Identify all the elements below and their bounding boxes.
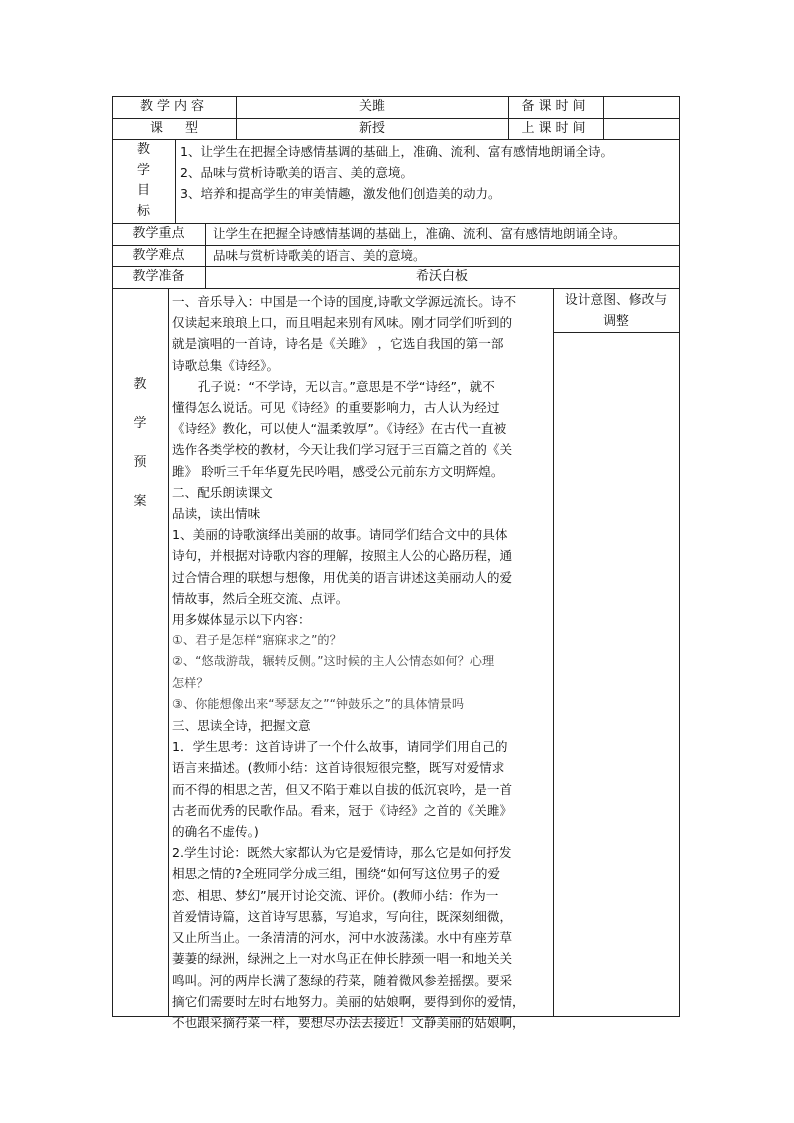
table-border xyxy=(112,288,680,289)
plan-line: 品读，读出情味 xyxy=(172,506,261,522)
type-label: 课型 xyxy=(149,121,220,136)
goals-side-char: 教 xyxy=(136,142,150,157)
plan-line: 雎》 聆听三千年华夏先民吟唱，感受公元前东方文明辉煌。 xyxy=(172,463,504,479)
table-border xyxy=(553,332,680,333)
goal-item: 1、让学生在把握全诗感情基调的基础上，准确、流利、富有感情地朗诵全诗。 xyxy=(180,144,613,159)
plan-side-char: 教 xyxy=(133,377,147,392)
plan-side-char: 学 xyxy=(133,416,147,431)
plan-line: 鸣叫。河的两岸长满了葱绿的荇菜，随着微风参差摇摆。要采 xyxy=(172,972,513,988)
plan-line: 相思之情的?全班同学分成三组，围绕“如何写这位男子的爱 xyxy=(172,866,501,882)
difficulty-value: 品味与赏析诗歌美的语言、美的意境。 xyxy=(213,248,426,263)
plan-line: 选作各类学校的教材，今天让我们学习冠于三百篇之首的《关 xyxy=(172,442,513,458)
plan-line: 孔子说：“不学诗，无以言。”意思是不学“诗经”，就不 xyxy=(198,378,495,394)
table-border xyxy=(175,139,176,223)
design-intent-header xyxy=(553,290,679,332)
table-border xyxy=(603,96,604,139)
plan-line: 语言来描述。(教师小结：这首诗很短很完整，既写对爱情求 xyxy=(172,760,505,776)
goals-side-label xyxy=(112,140,175,222)
plan-line: 1．学生思考：这首诗讲了一个什么故事，请同学们用自己的 xyxy=(172,739,508,755)
plan-line: 又止所当止。一条清清的河水，河中水波荡漾。水中有座芳草 xyxy=(172,930,513,946)
table-border xyxy=(112,139,680,140)
plan-line: 过合情合理的联想与想像，用优美的语言讲述这美丽动人的爱 xyxy=(172,569,513,585)
plan-line: 古老而优秀的民歌作品。看来，冠于《诗经》之首的《关雎》 xyxy=(172,802,513,818)
content-label: 教学内容 xyxy=(139,99,208,114)
plan-line: 1、美丽的诗歌演绎出美丽的故事。请同学们结合文中的具体 xyxy=(172,527,508,543)
goal-item: 2、品味与赏析诗歌美的语言、美的意境。 xyxy=(180,165,413,180)
plan-line: 诗句，并根据对诗歌内容的理解，按照主人公的心路历程，通 xyxy=(172,548,513,564)
preparation-value: 希沃白板 xyxy=(415,269,468,284)
key-point-value: 让学生在把握全诗感情基调的基础上，准确、流利、富有感情地朗诵全诗。 xyxy=(213,226,626,241)
preparation-label: 教学准备 xyxy=(132,269,185,284)
plan-line: 仅读起来琅琅上口，而且唱起来别有风味。刚才同学们听到的 xyxy=(172,315,513,331)
goals-side-char: 学 xyxy=(136,162,150,178)
plan-line: 情故事，然后全班交流、点评。 xyxy=(172,590,349,606)
goals-side-char: 目 xyxy=(136,183,150,198)
design-intent-header-line: 设计意图、修改与 xyxy=(564,293,668,308)
plan-line: 诗歌总集《诗经》。 xyxy=(172,357,280,373)
plan-line: 三、思读全诗，把握文意 xyxy=(172,718,311,734)
plan-line: 怎样？ xyxy=(172,675,209,690)
plan-line: 用多媒体显示以下内容： xyxy=(172,612,311,628)
plan-line: 首爱情诗篇，这首诗写思慕，写追求，写向往，既深刻细微， xyxy=(172,908,513,924)
prep-time-label: 备课时间 xyxy=(521,99,590,114)
table-border xyxy=(679,96,680,1016)
class-time-label: 上课时间 xyxy=(521,121,590,136)
plan-line: 摘它们需要时左时右地努力。美丽的姑娘啊，要得到你的爱情， xyxy=(172,993,525,1009)
plan-line: 恋、相思、梦幻”展开讨论交流、评价。(教师小结：作为一 xyxy=(172,887,499,903)
plan-line: 《诗经》教化，可以使人“温柔敦厚”。《诗经》在古代一直被 xyxy=(172,421,507,437)
type-value: 新授 xyxy=(358,121,385,136)
plan-side-char: 预 xyxy=(133,455,147,470)
plan-line: 的确名不虚传。) xyxy=(172,824,259,840)
plan-line: 萋萋的绿洲，绿洲之上一对水鸟正在伸长脖颈一唱一和地关关 xyxy=(172,951,513,967)
plan-line: ③、你能想像出来“琴瑟友之”“钟鼓乐之”的具体情景吗 xyxy=(172,696,465,711)
goals-side-char: 标 xyxy=(136,203,150,219)
difficulty-label: 教学难点 xyxy=(132,248,185,263)
content-value: 关雎 xyxy=(358,99,385,114)
plan-line: 2.学生讨论：既然大家都认为它是爱情诗，那么它是如何抒发 xyxy=(172,845,512,861)
plan-side-char: 案 xyxy=(133,494,147,509)
plan-line: 不也跟采摘荇菜一样，要想尽办法去接近！文静美丽的姑娘啊， xyxy=(172,1014,525,1030)
plan-line: 懂得怎么说话。可见《诗经》的重要影响力，古人认为经过 xyxy=(172,400,500,416)
table-border xyxy=(168,288,169,1016)
goal-item: 3、培养和提高学生的审美情趣，激发他们创造美的动力。 xyxy=(180,186,501,201)
plan-line: 而不得的相思之苦，但又不陷于难以自拔的低沉哀吟，是一首 xyxy=(172,781,513,797)
table-border xyxy=(553,288,554,1016)
plan-body xyxy=(172,291,552,1033)
plan-line: 一、音乐导入：中国是一个诗的国度,诗歌文学源远流长。诗不 xyxy=(172,294,517,309)
key-point-label: 教学重点 xyxy=(132,226,185,241)
plan-line: 二、配乐朗读课文 xyxy=(172,484,273,500)
plan-line: ②、“悠哉游哉，辗转反侧。”这时候的主人公情态如何？心理 xyxy=(172,654,495,669)
plan-line: 就是演唱的一首诗，诗名是《关雎》 ，它选自我国的第一部 xyxy=(172,336,504,352)
plan-line: ①、君子是怎样“寤寐求之”的？ xyxy=(172,633,342,648)
design-intent-header-line: 调整 xyxy=(603,314,629,329)
